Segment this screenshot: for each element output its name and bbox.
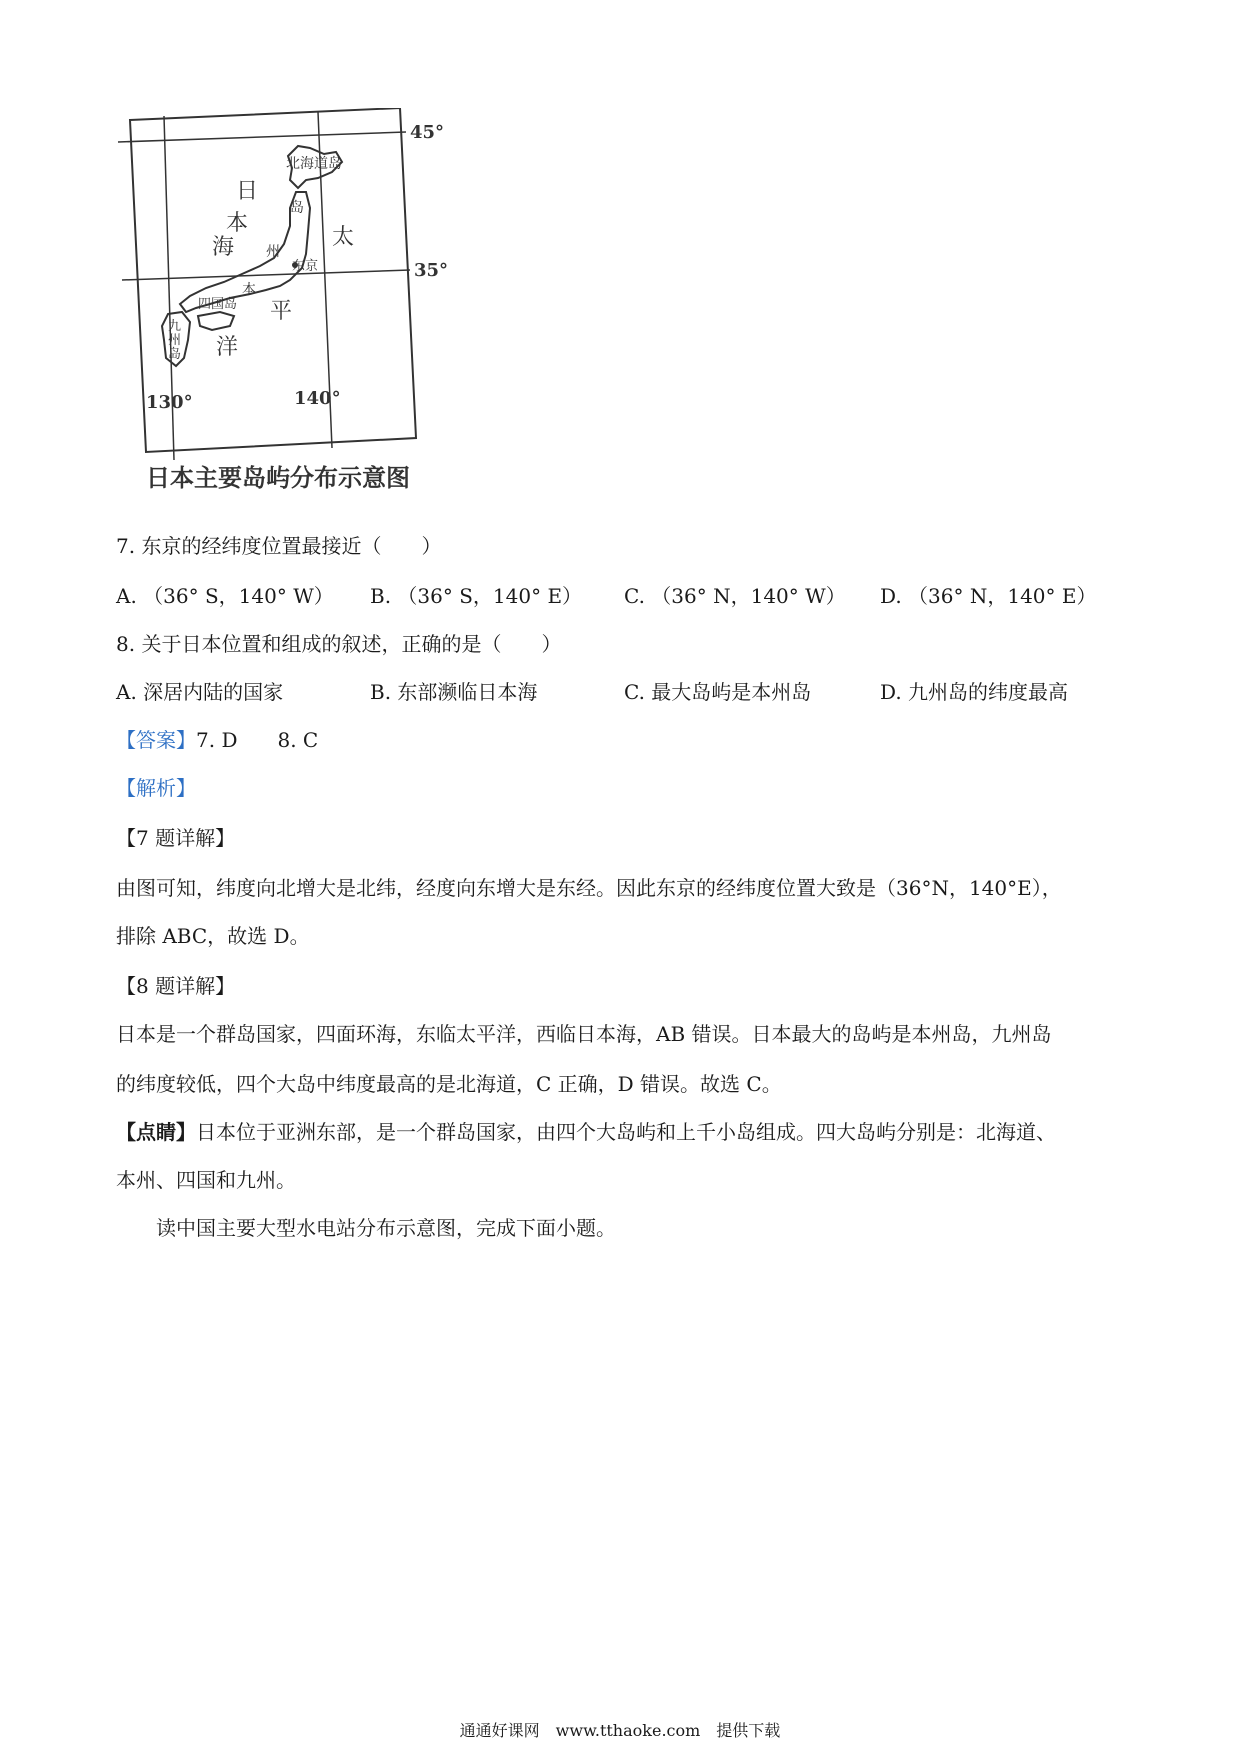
- honshu-char-3: 岛: [290, 200, 304, 216]
- q8-option-d: D. 九州岛的纬度最高: [880, 680, 1069, 704]
- tip-line1: [116, 1118, 1056, 1146]
- q8-option-a: A. 深居内陆的国家: [116, 680, 284, 704]
- latitude-35-line: [122, 270, 410, 280]
- japan-sea-char-1: 日: [236, 179, 259, 204]
- answer-text: 7. D 8. C: [196, 728, 319, 752]
- kyushu-char-2: 州: [168, 333, 182, 348]
- analysis-label: 【解析】: [116, 776, 196, 800]
- q7-option-c: C. （36° N，140° W）: [624, 584, 846, 608]
- q7-option-b: B. （36° S，140° E）: [370, 584, 583, 608]
- shikoku-label: 四国岛: [198, 297, 238, 312]
- tip-text1: 日本位于亚洲东部，是一个群岛国家，由四个大岛屿和上千小岛组成。四大岛屿分别是：北海道、: [196, 1120, 1056, 1144]
- japan-sea-char-2: 本: [226, 211, 249, 236]
- answer-line: [116, 726, 318, 754]
- pacific-char-3: 洋: [216, 335, 239, 360]
- shikoku-shape: [198, 312, 234, 330]
- lon-label-130: 130°: [146, 392, 193, 413]
- lat-label-35: 35°: [414, 260, 449, 281]
- q8-option-b: B. 东部濒临日本海: [370, 680, 538, 704]
- q8-option-c: C. 最大岛屿是本州岛: [624, 680, 812, 704]
- detail8-line2: 的纬度较低，四个大岛中纬度最高的是北海道，C 正确，D 错误。故选 C。: [116, 1072, 782, 1096]
- answer-label: 【答案】: [116, 728, 196, 752]
- q7-option-a: A. （36° S，140° W）: [116, 584, 334, 608]
- honshu-char-2: 州: [266, 244, 280, 260]
- lon-label-140: 140°: [294, 388, 341, 409]
- q8-stem: 8. 关于日本位置和组成的叙述，正确的是（ ）: [116, 632, 562, 656]
- q7-option-d: D. （36° N，140° E）: [880, 584, 1097, 608]
- hokkaido-label: 北海道岛: [286, 156, 342, 172]
- tokyo-label: 东京: [292, 259, 319, 274]
- detail7-line2: 排除 ABC，故选 D。: [116, 924, 310, 948]
- tip-label: 【点睛】: [116, 1120, 196, 1144]
- q7-stem: 7. 东京的经纬度位置最接近（ ）: [116, 534, 442, 558]
- kyushu-char-3: 岛: [168, 347, 182, 362]
- next-section-intro: 读中国主要大型水电站分布示意图，完成下面小题。: [156, 1216, 616, 1240]
- detail8-title: 【8 题详解】: [116, 974, 236, 998]
- lat-label-45: 45°: [410, 122, 445, 143]
- pacific-char-2: 平: [270, 299, 293, 324]
- detail7-title: 【7 题详解】: [116, 826, 236, 850]
- honshu-char-1: 本: [242, 282, 256, 298]
- japan-sea-char-3: 海: [212, 235, 235, 260]
- japan-islands-map: [110, 108, 470, 503]
- latitude-45-line: [118, 132, 406, 142]
- pacific-char-1: 太: [332, 225, 355, 250]
- detail8-line1: 日本是一个群岛国家，四面环海，东临太平洋，西临日本海，AB 错误。日本最大的岛屿是本州岛，九州岛: [116, 1022, 1052, 1046]
- detail7-line1: 由图可知，纬度向北增大是北纬，经度向东增大是东经。因此东京的经纬度位置大致是（36°N，140°E），: [116, 876, 1062, 900]
- tip-line2: 本州、四国和九州。: [116, 1168, 296, 1192]
- page-footer: 通通好课网 www.tthaoke.com 提供下载: [459, 1721, 781, 1740]
- kyushu-char-1: 九: [168, 319, 182, 334]
- map-caption: 日本主要岛屿分布示意图: [146, 464, 410, 492]
